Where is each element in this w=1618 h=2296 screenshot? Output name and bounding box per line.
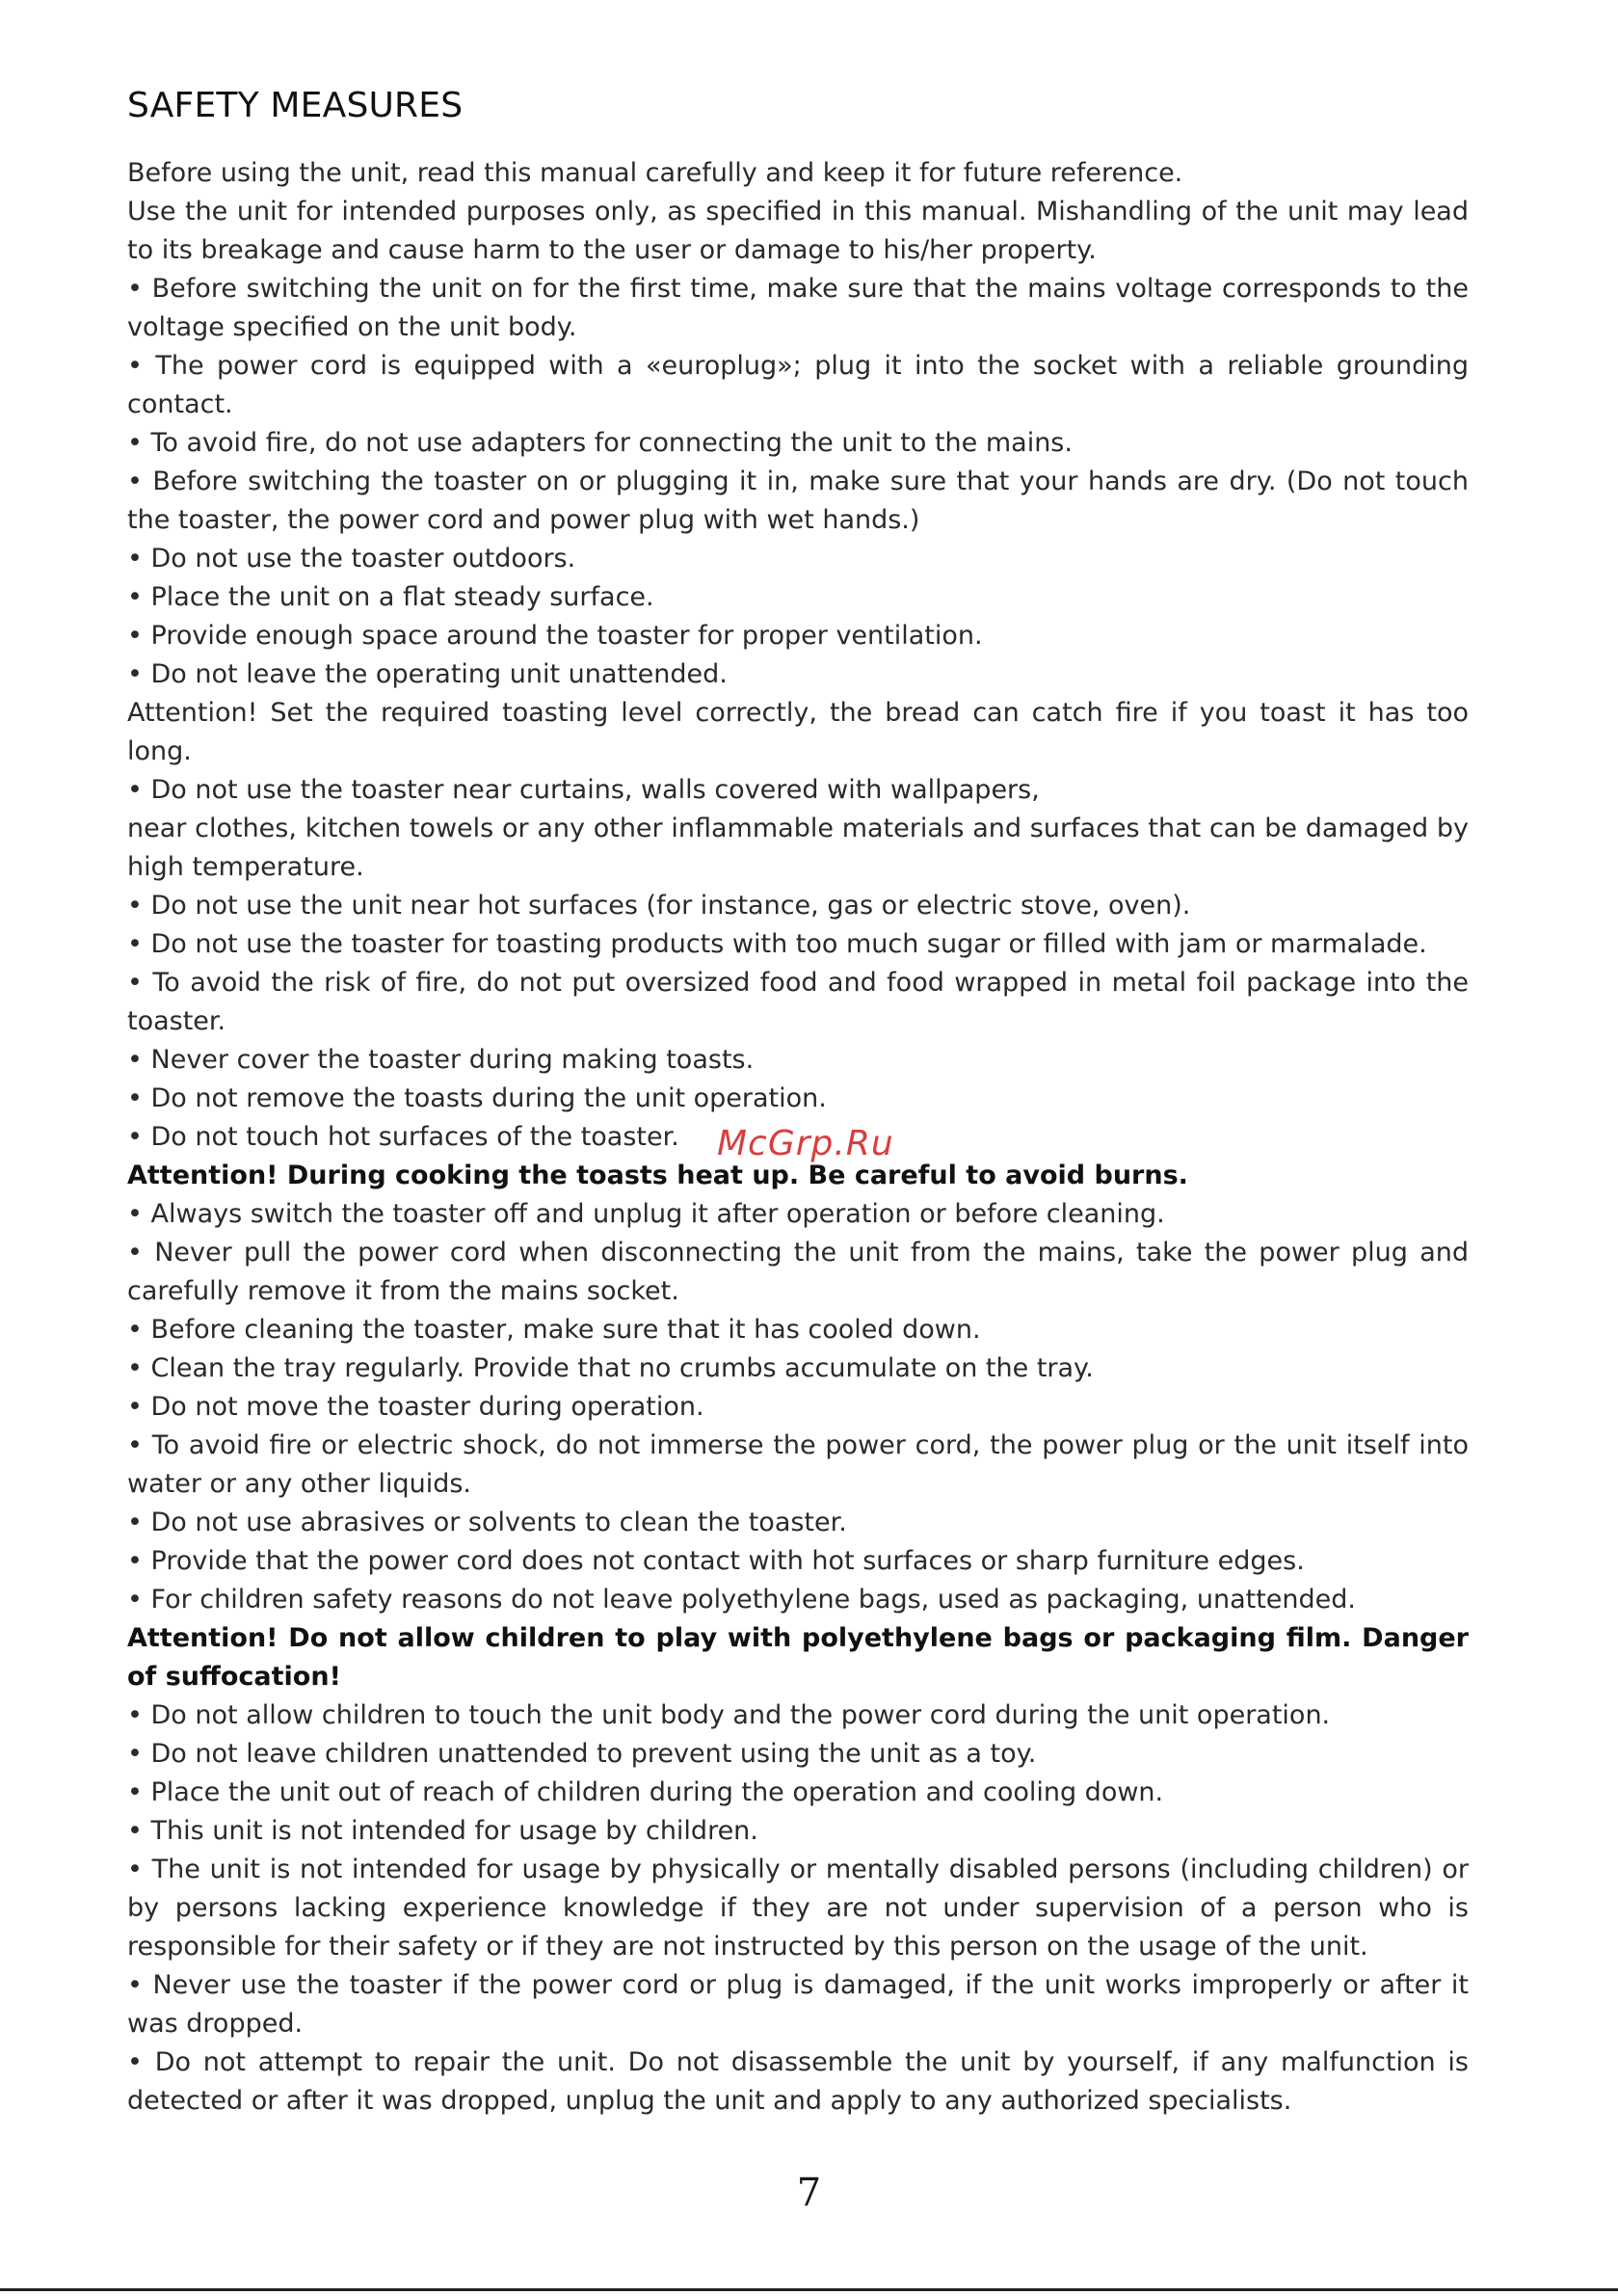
safety-paragraph: • The unit is not intended for usage by physically or mentally disabled persons (including children) or by persons lacking experience knowledge if they are not under supervision of a person who is responsible for their safety or if they are not instructed by this person on the usage of the unit. xyxy=(127,1855,1469,1962)
attention-notice: Attention! Do not allow children to play with polyethylene bags or packaging film. Danger of suffocation! xyxy=(127,1623,1469,1692)
safety-paragraph: • Place the unit on a flat steady surface. xyxy=(127,582,654,612)
watermark-label: McGrp.Ru xyxy=(717,1124,894,1163)
safety-paragraph: Attention! Set the required toasting level correctly, the bread can catch fire if you toast it has too long. xyxy=(127,698,1469,766)
safety-paragraph: • Do not leave the operating unit unattended. xyxy=(127,659,728,689)
safety-paragraph: • Do not remove the toasts during the unit operation. xyxy=(127,1083,827,1113)
safety-paragraph: • Never use the toaster if the power cord or plug is damaged, if the unit works improperly or after it was dropped. xyxy=(127,1970,1469,2039)
safety-paragraph: • Provide enough space around the toaster for proper ventilation. xyxy=(127,621,983,651)
safety-paragraph: • Clean the tray regularly. Provide that no crumbs accumulate on the tray. xyxy=(127,1353,1094,1383)
safety-paragraph: • Before cleaning the toaster, make sure that it has cooled down. xyxy=(127,1315,981,1345)
safety-paragraph: • Do not use abrasives or solvents to clean the toaster. xyxy=(127,1508,847,1537)
section-title: SAFETY MEASURES xyxy=(127,86,464,125)
safety-paragraph: • Do not attempt to repair the unit. Do not disassemble the unit by yourself, if any malfunction is detected or after it was dropped, unplug the unit and apply to any authorized specialists. xyxy=(127,2047,1469,2116)
safety-paragraph: • Never cover the toaster during making toasts. xyxy=(127,1045,755,1075)
safety-paragraph: • Do not move the toaster during operation. xyxy=(127,1392,704,1422)
safety-paragraph: • Do not touch hot surfaces of the toaster. xyxy=(127,1122,679,1152)
document-page xyxy=(127,79,1469,2121)
safety-paragraph: • This unit is not intended for usage by children. xyxy=(127,1816,758,1846)
safety-paragraph: • To avoid fire or electric shock, do not immerse the power cord, the power plug or the unit itself into water or any other liquids. xyxy=(127,1430,1469,1499)
safety-paragraph: • Place the unit out of reach of children during the operation and cooling down. xyxy=(127,1777,1164,1807)
safety-paragraph: • Do not use the toaster for toasting products with too much sugar or filled with jam or marmalade. xyxy=(127,929,1427,959)
safety-paragraph: • Do not use the unit near hot surfaces (for instance, gas or electric stove, oven). xyxy=(127,891,1191,921)
safety-paragraph: • To avoid fire, do not use adapters for connecting the unit to the mains. xyxy=(127,428,1073,458)
page-number: 7 xyxy=(796,2171,822,2215)
safety-paragraph: • Never pull the power cord when disconnecting the unit from the mains, take the power plug and carefully remove it from the mains socket. xyxy=(127,1238,1469,1306)
safety-paragraph: Use the unit for intended purposes only, as specified in this manual. Mishandling of the unit may lead to its breakage and cause harm to the user or damage to his/her property. xyxy=(127,197,1469,265)
attention-notice: Attention! During cooking the toasts heat up. Be careful to avoid burns. xyxy=(127,1161,1188,1190)
safety-paragraph: • Before switching the toaster on or plugging it in, make sure that your hands are dry. (Do not touch the toaster, the power cord and power plug with wet hands.) xyxy=(127,467,1469,535)
safety-paragraph: • The power cord is equipped with a «europlug»; plug it into the socket with a reliable grounding contact. xyxy=(127,351,1469,419)
safety-paragraph: near clothes, kitchen towels or any other inflammable materials and surfaces that can be damaged by high temperature. xyxy=(127,814,1469,882)
safety-paragraph: • Do not use the toaster near curtains, walls covered with wallpapers, xyxy=(127,775,1040,805)
safety-paragraph: Before using the unit, read this manual carefully and keep it for future reference. xyxy=(127,158,1183,188)
safety-paragraph: • Provide that the power cord does not contact with hot surfaces or sharp furniture edges. xyxy=(127,1546,1305,1576)
safety-paragraph: • Do not use the toaster outdoors. xyxy=(127,544,576,574)
safety-paragraph: • For children safety reasons do not leave polyethylene bags, used as packaging, unattended. xyxy=(127,1585,1356,1615)
bottom-divider xyxy=(0,2288,1618,2291)
safety-paragraph: • Do not allow children to touch the unit body and the power cord during the unit operation. xyxy=(127,1700,1331,1730)
safety-paragraph: • To avoid the risk of fire, do not put oversized food and food wrapped in metal foil package into the toaster. xyxy=(127,968,1469,1036)
safety-paragraph: • Always switch the toaster off and unplug it after operation or before cleaning. xyxy=(127,1199,1165,1229)
safety-paragraph: • Do not leave children unattended to prevent using the unit as a toy. xyxy=(127,1739,1037,1769)
safety-paragraph: • Before switching the unit on for the first time, make sure that the mains voltage corresponds to the voltage specified on the unit body. xyxy=(127,274,1469,342)
